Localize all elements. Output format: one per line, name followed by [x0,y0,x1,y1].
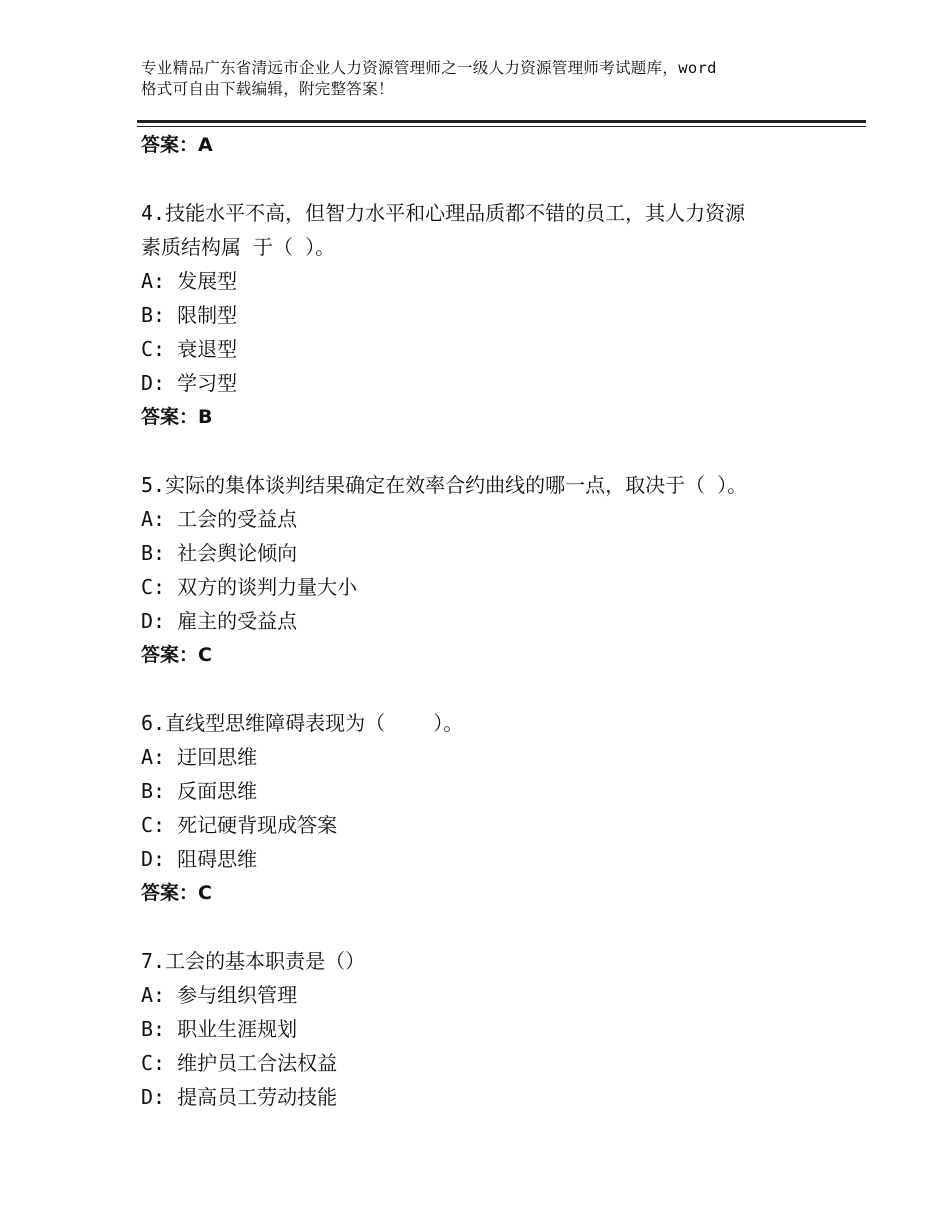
option-b: B: 社会舆论倾向 [141,541,298,565]
spacer [141,434,841,468]
header-line-2: 格式可自由下载编辑，附完整答案！ [141,80,394,98]
option-d: D: 学习型 [141,371,238,395]
option-d: D: 阻碍思维 [141,847,258,871]
option-a: A: 迂回思维 [141,745,258,769]
header-line-1: 专业精品广东省清远市企业人力资源管理师之一级人力资源管理师考试题库，word [141,59,717,77]
spacer [141,910,841,944]
document-body [141,128,841,1114]
spacer [141,672,841,706]
document-header [141,58,831,100]
option-a: A: 参与组织管理 [141,983,298,1007]
question-4 [141,196,841,434]
question-6 [141,706,841,910]
answer-line: 答案：C [141,644,212,666]
option-b: B: 职业生涯规划 [141,1017,298,1041]
question-7 [141,944,841,1114]
answer-line: 答案：A [141,134,213,156]
option-c: C: 维护员工合法权益 [141,1051,338,1075]
option-d: D: 雇主的受益点 [141,609,298,633]
option-a: A: 工会的受益点 [141,507,298,531]
question-stem: 6.直线型思维障碍表现为（ ）。 [141,711,464,735]
question-stem-continued: 素质结构属 于（ ）。 [141,235,336,259]
question-stem: 7.工会的基本职责是（） [141,949,366,973]
header-rule-thin [137,126,866,127]
question-stem: 5.实际的集体谈判结果确定在效率合约曲线的哪一点，取决于（ ）。 [141,473,748,497]
option-b: B: 反面思维 [141,779,258,803]
question-5 [141,468,841,672]
option-c: C: 衰退型 [141,337,238,361]
option-b: B: 限制型 [141,303,238,327]
answer-line: 答案：B [141,406,213,428]
option-d: D: 提高员工劳动技能 [141,1085,338,1109]
answer-line: 答案：C [141,882,212,904]
spacer [141,162,841,196]
option-a: A: 发展型 [141,269,238,293]
question-stem: 4.技能水平不高，但智力水平和心理品质都不错的员工，其人力资源 [141,201,746,225]
option-c: C: 双方的谈判力量大小 [141,575,358,599]
option-c: C: 死记硬背现成答案 [141,813,338,837]
header-rule-thick [137,120,866,123]
